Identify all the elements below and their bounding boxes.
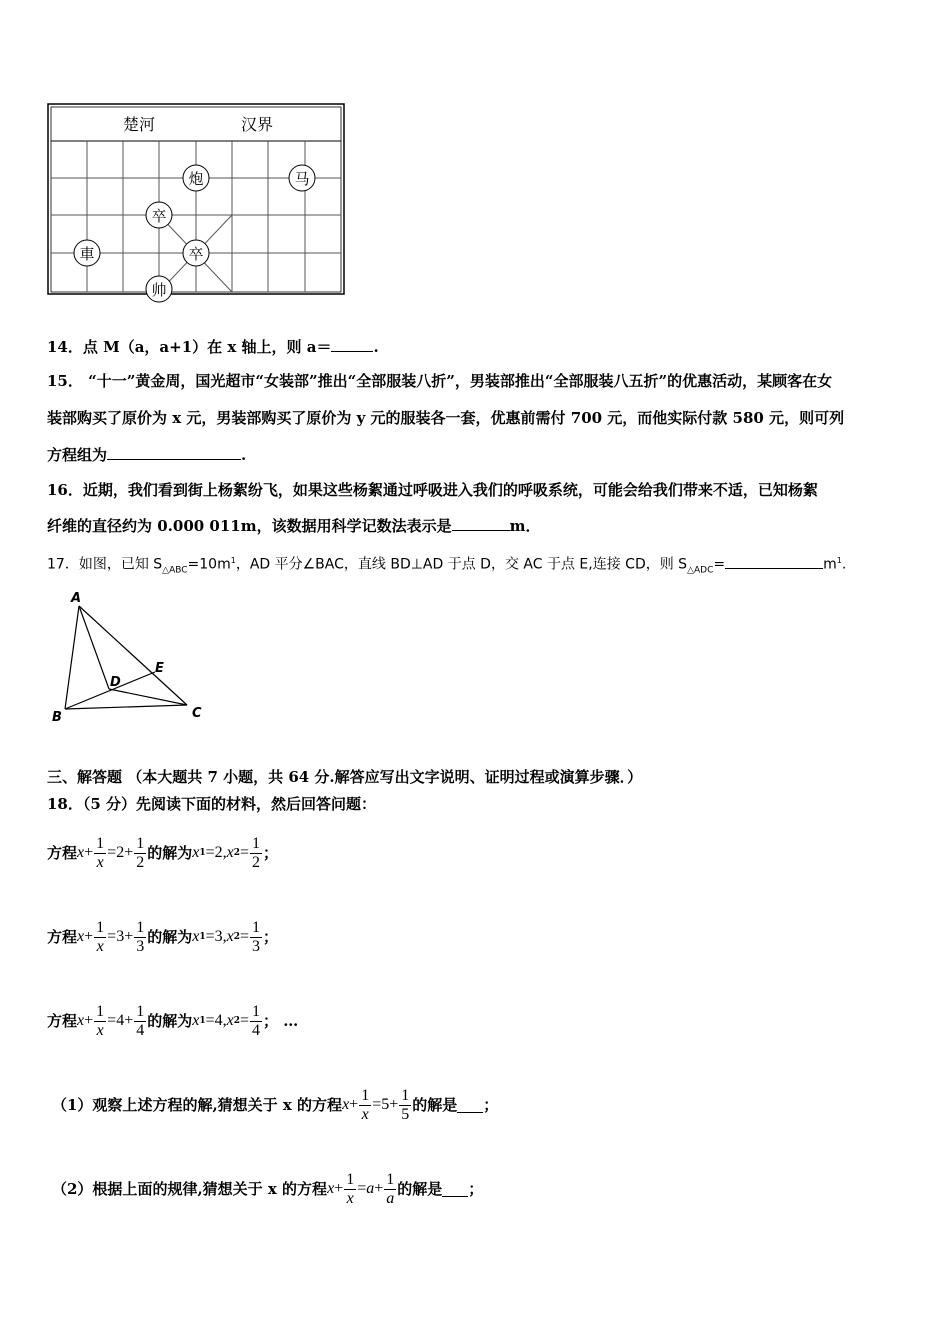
piece-che bbox=[74, 240, 100, 266]
eq1-x2-sub: 2 bbox=[233, 848, 241, 858]
eq1-x2-eq: = bbox=[240, 844, 250, 861]
eq1-comma: , bbox=[222, 844, 227, 861]
p2-semicolon: ； bbox=[468, 1180, 484, 1198]
q17-text-c: ，AD 平分∠BAC，直线 BD⊥AD 于点 D，交 AC 于点 E,连接 CD，则 S bbox=[235, 556, 688, 573]
p2-text: （2）根据上面的规律,猜想关于 x 的方程 bbox=[52, 1180, 328, 1198]
q17-sup2: 1 bbox=[836, 556, 842, 565]
eq3-x2-eq: = bbox=[240, 1012, 250, 1029]
piece-ma bbox=[289, 165, 315, 191]
eq2-plus: + bbox=[84, 928, 94, 945]
question-14 bbox=[47, 337, 379, 357]
q17-text-f: . bbox=[841, 556, 847, 573]
river-left-label: 楚河 bbox=[122, 115, 156, 134]
q15-line2: 装部购买了原价为 x 元，男装部购买了原价为 y 元的服装各一套，优惠前需付 700 元，而他实际付款 580 元，则可列 bbox=[47, 409, 845, 427]
p1-frac-1-over-x: $\frac{1}{x}$ bbox=[361, 1086, 370, 1123]
eq2-x1-eq: = bbox=[205, 928, 215, 945]
eq3-x: x bbox=[77, 1012, 85, 1029]
eq1-plus: + bbox=[84, 844, 94, 861]
eq3-plus: + bbox=[84, 1012, 94, 1029]
p1-n: 5 bbox=[381, 1096, 390, 1113]
question-17 bbox=[47, 551, 846, 580]
segment-cd bbox=[109, 689, 187, 705]
svg-text:卒: 卒 bbox=[188, 245, 204, 263]
eq1-x1-sub: 1 bbox=[199, 848, 206, 858]
p1-text: （1）观察上述方程的解,猜想关于 x 的方程 bbox=[52, 1096, 343, 1114]
eq3-x2-frac: $\frac{1}{4}$ bbox=[252, 1002, 261, 1039]
q16-unit: m． bbox=[509, 517, 541, 535]
eq3-comma: , bbox=[222, 1012, 227, 1029]
q15-line1: 15． “十一”黄金周，国光超市“女装部”推出“全部服装八折”，男装部推出“全部服装八五折”的优惠活动，某顾客在女 bbox=[47, 372, 833, 390]
point-e-label: E bbox=[155, 661, 164, 676]
q17-text-a: 17．如图，已知 S bbox=[47, 556, 163, 573]
q18-part-1 bbox=[52, 1082, 498, 1126]
q17-text-d: = bbox=[713, 556, 726, 573]
p2-a: a bbox=[366, 1180, 375, 1197]
p1-semicolon: ； bbox=[483, 1096, 499, 1114]
eq1-x2-frac: $\frac{1}{2}$ bbox=[252, 834, 261, 871]
p1-frac-1-over-n: $\frac{1}{5}$ bbox=[401, 1086, 410, 1123]
q18-equation-1 bbox=[47, 830, 278, 874]
p1-suffix: 的解是 bbox=[412, 1096, 458, 1114]
eq1-x2: x bbox=[226, 844, 234, 861]
eq2-x: x bbox=[77, 928, 85, 945]
eq2-mid: 的解为 bbox=[147, 928, 193, 946]
p2-answer-blank[interactable] bbox=[442, 1182, 468, 1197]
eq2-x1-val: 3 bbox=[214, 928, 223, 945]
p2-x: x bbox=[327, 1180, 335, 1197]
piece-zu-lower bbox=[183, 240, 209, 266]
svg-text:卒: 卒 bbox=[151, 207, 167, 225]
eq1-x: x bbox=[77, 844, 85, 861]
eq2-x2-sub: 2 bbox=[233, 932, 241, 942]
eq1-semicolon: ； bbox=[263, 844, 279, 862]
eq2-x1-sub: 1 bbox=[199, 932, 206, 942]
eq1-n: 2 bbox=[116, 844, 125, 861]
eq3-plus-2: + bbox=[124, 1012, 134, 1029]
q17-sub2: △ADC bbox=[687, 565, 714, 576]
eq2-comma: , bbox=[222, 928, 227, 945]
eq1-mid: 的解为 bbox=[147, 844, 193, 862]
segment-ac bbox=[79, 606, 187, 705]
eq3-prefix: 方程 bbox=[47, 1012, 78, 1030]
eq2-frac-1-over-x: $\frac{1}{x}$ bbox=[96, 918, 105, 955]
q14-answer-blank[interactable] bbox=[331, 337, 373, 352]
piece-pao bbox=[183, 165, 209, 191]
q18-part-2 bbox=[52, 1166, 483, 1210]
p2-plus-2: + bbox=[374, 1180, 384, 1197]
eq3-x1-val: 4 bbox=[214, 1012, 223, 1029]
point-d-label: D bbox=[110, 675, 121, 690]
triangle-figure bbox=[47, 588, 217, 728]
vertex-a-label: A bbox=[71, 591, 82, 606]
p2-frac-1-over-x: $\frac{1}{x}$ bbox=[346, 1170, 355, 1207]
p2-plus: + bbox=[334, 1180, 344, 1197]
eq2-equals: = bbox=[107, 928, 117, 945]
q14-end: . bbox=[373, 338, 379, 356]
eq3-equals: = bbox=[107, 1012, 117, 1029]
eq3-x1-eq: = bbox=[205, 1012, 215, 1029]
p1-plus: + bbox=[349, 1096, 359, 1113]
segment-ad bbox=[79, 606, 109, 689]
eq1-frac-1-over-n: $\frac{1}{2}$ bbox=[136, 834, 145, 871]
eq3-mid: 的解为 bbox=[147, 1012, 193, 1030]
q16-answer-blank[interactable] bbox=[452, 516, 510, 531]
q15-line3 bbox=[47, 445, 246, 465]
q15-prefix: 方程组为 bbox=[47, 446, 108, 464]
eq2-plus-2: + bbox=[124, 928, 134, 945]
p2-suffix: 的解是 bbox=[397, 1180, 443, 1198]
eq3-x1: x bbox=[192, 1012, 200, 1029]
vertex-c-label: C bbox=[192, 706, 202, 721]
svg-text:炮: 炮 bbox=[188, 170, 204, 188]
svg-text:马: 马 bbox=[294, 170, 310, 188]
eq1-x1: x bbox=[192, 844, 200, 861]
q18-equation-3 bbox=[47, 998, 298, 1042]
eq3-ellipsis: ； … bbox=[263, 1012, 299, 1030]
eq3-x2-sub: 2 bbox=[233, 1016, 241, 1026]
q17-sub1: △ABC bbox=[162, 565, 188, 576]
eq2-semicolon: ； bbox=[263, 928, 279, 946]
piece-shuai bbox=[146, 276, 172, 302]
p1-x: x bbox=[342, 1096, 350, 1113]
q15-end: . bbox=[241, 446, 247, 464]
p1-answer-blank[interactable] bbox=[457, 1098, 483, 1113]
q17-text-b: =10m bbox=[187, 556, 231, 573]
q17-text-e: m bbox=[823, 556, 837, 573]
eq2-x2-eq: = bbox=[240, 928, 250, 945]
q17-sup1: 1 bbox=[230, 556, 236, 565]
eq2-x1: x bbox=[192, 928, 200, 945]
p2-frac-1-over-a: $\frac{1}{a}$ bbox=[386, 1170, 395, 1207]
svg-text:車: 車 bbox=[79, 245, 95, 263]
eq1-equals: = bbox=[107, 844, 117, 861]
chess-board-figure bbox=[47, 103, 347, 303]
q16-text: 纤维的直径约为 0.000 011m，该数据用科学记数法表示是 bbox=[47, 517, 452, 535]
eq2-frac-1-over-n: $\frac{1}{3}$ bbox=[136, 918, 145, 955]
eq2-x2-frac: $\frac{1}{3}$ bbox=[252, 918, 261, 955]
segment-bc bbox=[65, 705, 187, 709]
eq2-x2: x bbox=[226, 928, 234, 945]
piece-zu-upper bbox=[146, 202, 172, 228]
q16-line2 bbox=[47, 516, 540, 536]
q16-line1: 16．近期，我们看到街上杨絮纷飞，如果这些杨絮通过呼吸进入我们的呼吸系统，可能会给我们带来不适，已知杨絮 bbox=[47, 481, 818, 499]
svg-text:帅: 帅 bbox=[151, 281, 167, 299]
eq1-frac-1-over-x: $\frac{1}{x}$ bbox=[96, 834, 105, 871]
eq1-x1-eq: = bbox=[205, 844, 215, 861]
q15-answer-blank[interactable] bbox=[107, 445, 241, 460]
eq3-n: 4 bbox=[116, 1012, 125, 1029]
river-right-label: 汉界 bbox=[240, 115, 274, 134]
eq1-x1-val: 2 bbox=[214, 844, 223, 861]
p2-equals: = bbox=[357, 1180, 367, 1197]
eq3-x2: x bbox=[226, 1012, 234, 1029]
eq1-plus-2: + bbox=[124, 844, 134, 861]
eq2-prefix: 方程 bbox=[47, 928, 78, 946]
eq2-n: 3 bbox=[116, 928, 125, 945]
p1-equals: = bbox=[372, 1096, 382, 1113]
segment-ab bbox=[65, 606, 79, 709]
vertex-b-label: B bbox=[52, 710, 62, 725]
eq3-x1-sub: 1 bbox=[199, 1016, 206, 1026]
section-3-heading: 三、解答题 （本大题共 7 小题，共 64 分.解答应写出文字说明、证明过程或演算步骤．） bbox=[47, 768, 643, 786]
q17-answer-blank[interactable] bbox=[725, 554, 823, 569]
eq3-frac-1-over-n: $\frac{1}{4}$ bbox=[136, 1002, 145, 1039]
eq1-prefix: 方程 bbox=[47, 844, 78, 862]
q18-equation-2 bbox=[47, 914, 278, 958]
eq3-frac-1-over-x: $\frac{1}{x}$ bbox=[96, 1002, 105, 1039]
p1-plus-2: + bbox=[389, 1096, 399, 1113]
q18-title: 18．（5 分）先阅读下面的材料，然后回答问题： bbox=[47, 795, 377, 813]
q14-text: 14．点 M（a，a+1）在 x 轴上，则 a＝ bbox=[47, 338, 332, 356]
